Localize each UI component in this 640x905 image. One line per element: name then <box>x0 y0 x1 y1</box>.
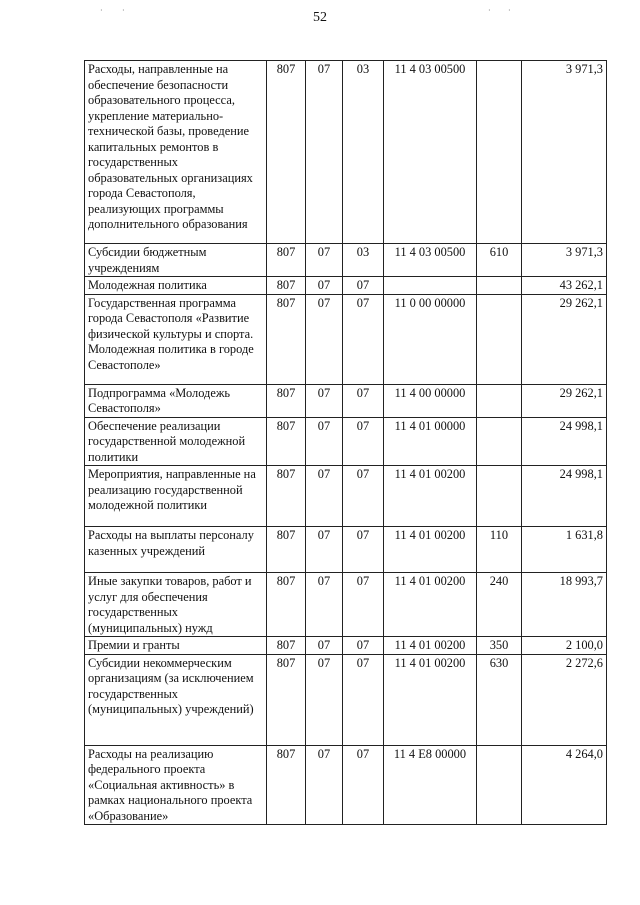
scan-speck: · <box>508 6 511 15</box>
expense-type-code: 630 <box>477 654 522 745</box>
subsection-code: 07 <box>343 294 384 384</box>
table-row <box>85 61 607 244</box>
subsection-code: 07 <box>343 466 384 527</box>
expense-type-code: 350 <box>477 637 522 655</box>
section-code: 07 <box>306 244 343 277</box>
scan-speck: · <box>100 6 103 15</box>
amount: 3 971,3 <box>522 244 607 277</box>
expense-type-code: 610 <box>477 244 522 277</box>
scan-speck: · <box>122 6 125 15</box>
section-code: 07 <box>306 277 343 295</box>
ministry-code: 807 <box>267 294 306 384</box>
target-code: 11 4 00 00000 <box>384 384 477 417</box>
table-row <box>85 573 607 637</box>
amount: 2 100,0 <box>522 637 607 655</box>
section-code: 07 <box>306 384 343 417</box>
ministry-code: 807 <box>267 61 306 244</box>
table-row <box>85 637 607 655</box>
subsection-code: 07 <box>343 417 384 466</box>
expense-type-code: 110 <box>477 527 522 573</box>
amount: 2 272,6 <box>522 654 607 745</box>
target-code: 11 4 03 00500 <box>384 244 477 277</box>
table-row <box>85 466 607 527</box>
amount: 24 998,1 <box>522 417 607 466</box>
section-code: 07 <box>306 61 343 244</box>
section-code: 07 <box>306 466 343 527</box>
ministry-code: 807 <box>267 527 306 573</box>
subsection-code: 07 <box>343 573 384 637</box>
expense-type-code <box>477 466 522 527</box>
table-body <box>85 61 607 825</box>
section-code: 07 <box>306 417 343 466</box>
row-name: Премии и гранты <box>85 637 267 655</box>
ministry-code: 807 <box>267 244 306 277</box>
ministry-code: 807 <box>267 654 306 745</box>
row-name: Подпрограмма «Молодежь Севастополя» <box>85 384 267 417</box>
row-name: Обеспечение реализации государственной молодежной политики <box>85 417 267 466</box>
subsection-code: 07 <box>343 637 384 655</box>
ministry-code: 807 <box>267 573 306 637</box>
expense-type-code <box>477 61 522 244</box>
amount: 4 264,0 <box>522 745 607 825</box>
amount: 1 631,8 <box>522 527 607 573</box>
scan-speck: · <box>488 6 491 15</box>
subsection-code: 07 <box>343 527 384 573</box>
page-number: 52 <box>313 10 327 25</box>
target-code: 11 4 01 00200 <box>384 654 477 745</box>
target-code: 11 4 03 00500 <box>384 61 477 244</box>
expense-type-code <box>477 277 522 295</box>
table-row <box>85 384 607 417</box>
table-row <box>85 244 607 277</box>
target-code <box>384 277 477 295</box>
target-code: 11 4 01 00200 <box>384 527 477 573</box>
row-name: Иные закупки товаров, работ и услуг для обеспечения государственных (муниципальных) нужд <box>85 573 267 637</box>
budget-table <box>84 60 607 825</box>
ministry-code: 807 <box>267 277 306 295</box>
amount: 29 262,1 <box>522 294 607 384</box>
row-name: Субсидии некоммерческим организациям (за исключением государственных (муниципальных) учреждений) <box>85 654 267 745</box>
subsection-code: 07 <box>343 654 384 745</box>
subsection-code: 03 <box>343 61 384 244</box>
row-name: Расходы на реализацию федерального проекта «Социальная активность» в рамках национального проекта «Образование» <box>85 745 267 825</box>
row-name: Субсидии бюджетным учреждениям <box>85 244 267 277</box>
table-row <box>85 527 607 573</box>
target-code: 11 4 01 00200 <box>384 466 477 527</box>
target-code: 11 4 01 00200 <box>384 573 477 637</box>
amount: 43 262,1 <box>522 277 607 295</box>
section-code: 07 <box>306 637 343 655</box>
expense-type-code <box>477 294 522 384</box>
amount: 3 971,3 <box>522 61 607 244</box>
subsection-code: 07 <box>343 745 384 825</box>
amount: 29 262,1 <box>522 384 607 417</box>
section-code: 07 <box>306 294 343 384</box>
subsection-code: 03 <box>343 244 384 277</box>
section-code: 07 <box>306 745 343 825</box>
table-row <box>85 277 607 295</box>
expense-type-code: 240 <box>477 573 522 637</box>
section-code: 07 <box>306 527 343 573</box>
row-name: Государственная программа города Севастополя «Развитие физической культуры и спорта. Молодежная политика в городе Севастополе» <box>85 294 267 384</box>
table-row <box>85 745 607 825</box>
row-name: Молодежная политика <box>85 277 267 295</box>
section-code: 07 <box>306 654 343 745</box>
table-row <box>85 294 607 384</box>
subsection-code: 07 <box>343 277 384 295</box>
target-code: 11 4 01 00200 <box>384 637 477 655</box>
amount: 24 998,1 <box>522 466 607 527</box>
section-code: 07 <box>306 573 343 637</box>
ministry-code: 807 <box>267 384 306 417</box>
target-code: 11 4 01 00000 <box>384 417 477 466</box>
ministry-code: 807 <box>267 637 306 655</box>
expense-type-code <box>477 417 522 466</box>
expense-type-code <box>477 384 522 417</box>
target-code: 11 0 00 00000 <box>384 294 477 384</box>
amount: 18 993,7 <box>522 573 607 637</box>
row-name: Расходы на выплаты персоналу казенных учреждений <box>85 527 267 573</box>
subsection-code: 07 <box>343 384 384 417</box>
row-name: Расходы, направленные на обеспечение безопасности образовательного процесса, укрепление материально-технической базы, проведение капитальных ремонтов в государственных образовательных организациях города Севастополя, реализующих программы дополнительного образования <box>85 61 267 244</box>
table-row <box>85 654 607 745</box>
row-name: Мероприятия, направленные на реализацию государственной молодежной политики <box>85 466 267 527</box>
table-row <box>85 417 607 466</box>
expense-type-code <box>477 745 522 825</box>
target-code: 11 4 E8 00000 <box>384 745 477 825</box>
ministry-code: 807 <box>267 417 306 466</box>
ministry-code: 807 <box>267 466 306 527</box>
ministry-code: 807 <box>267 745 306 825</box>
